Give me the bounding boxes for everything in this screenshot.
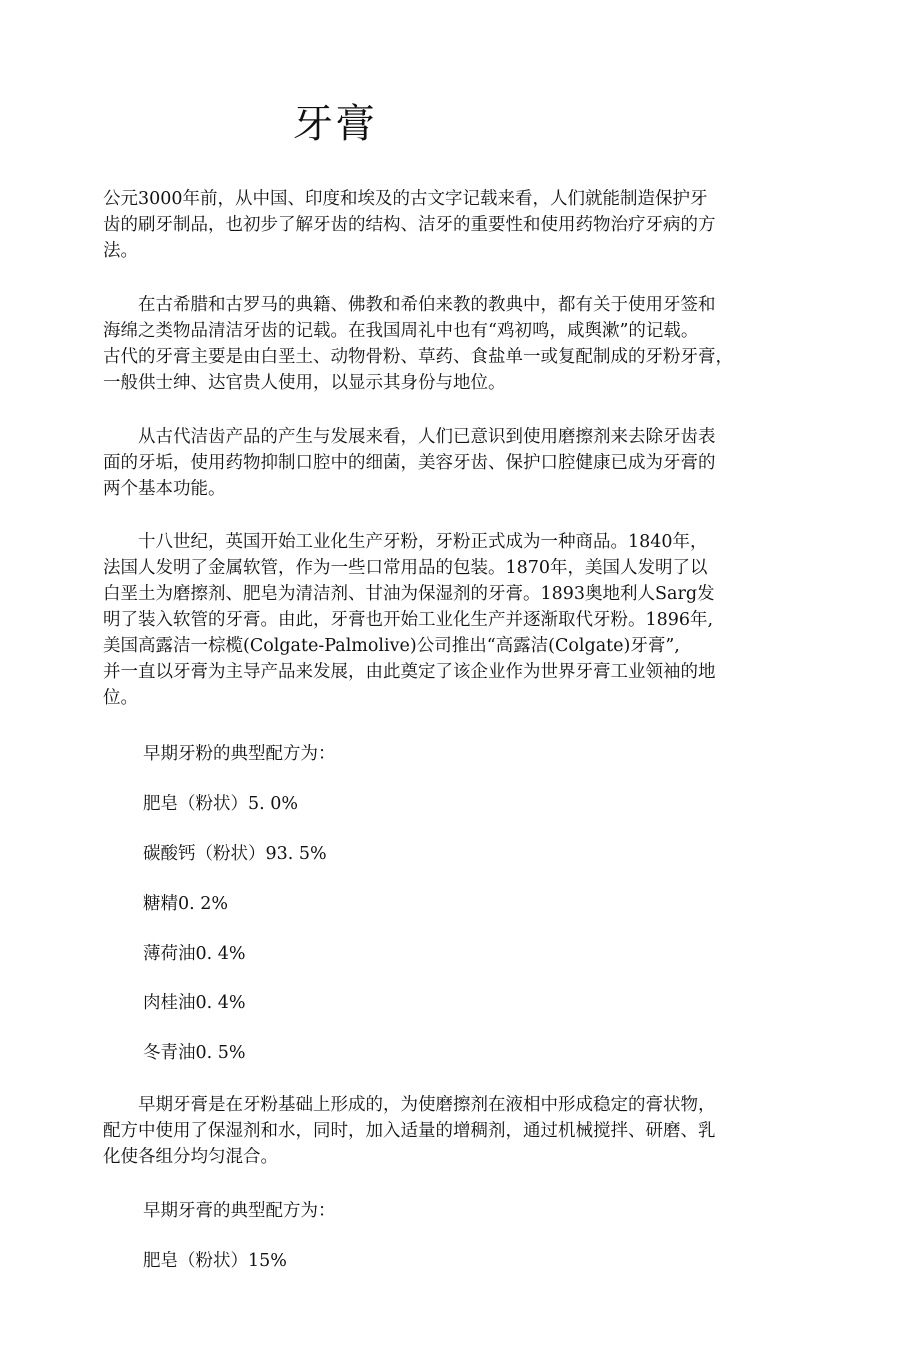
powder-formula-item: 薄荷油0. 4% <box>143 944 246 964</box>
paste-formula-item: 肥皂（粉状）15% <box>143 1251 287 1271</box>
powder-formula-item: 冬青油0. 5% <box>143 1043 246 1063</box>
paragraph-industrial-history: 十八世纪，英国开始工业化生产牙粉，牙粉正式成为一种商品。1840年， 法国人发明了金属软管，作为一些口常用品的包装。1870年，美国人发明了以 白垩土为磨擦剂、肥皂为清洁剂、甘油为保湿剂的牙膏。1893奥地利人Sarg发 明了装入软管的牙膏。由此，牙膏也开始工业化生产并逐渐取代牙粉。1896年, 美国高露洁一棕榄(Colgate-Palmolive)公司推出“高露洁(Colgate)牙膏”, 并一直以牙膏为主导产品来发展，由此奠定了该企业作为世界牙膏工业领袖的地 位。 <box>103 532 716 708</box>
powder-formula-item: 肥皂（粉状）5. 0% <box>143 794 299 814</box>
page-title: 牙膏 <box>293 101 377 147</box>
paste-formula-heading: 早期牙膏的典型配方为： <box>143 1201 336 1221</box>
paragraph-functions: 从古代洁齿产品的产生与发展来看，人们已意识到使用磨擦剂来去除牙齿表 面的牙垢，使用药物抑制口腔中的细菌，美容牙齿、保护口腔健康已成为牙膏的 两个基本功能。 <box>103 427 716 499</box>
paragraph-ancient-records: 在古希腊和古罗马的典籍、佛教和希伯来教的教典中，都有关于使用牙签和 海绵之类物品清洁牙齿的记载。在我国周礼中也有“鸡初鸣，咸舆漱”的记载。 古代的牙膏主要是由白垩土、动物骨粉、草药、食盐单一或复配制成的牙粉牙膏， 一般供士绅、达官贵人使用，以显示其身份与地位。 <box>103 295 733 393</box>
paragraph-early-paste: 早期牙膏是在牙粉基础上形成的，为使磨擦剂在液相中形成稳定的膏状物， 配方中使用了保湿剂和水，同时，加入适量的增稠剂，通过机械搅拌、研磨、乳 化使各组分均匀混合。 <box>103 1095 716 1167</box>
powder-formula-item: 碳酸钙（粉状）93. 5% <box>143 844 327 864</box>
paragraph-intro: 公元3000年前，从中国、印度和埃及的古文字记载来看，人们就能制造保护牙 齿的刷牙制品，也初步了解牙齿的结构、洁牙的重要性和使用药物治疗牙病的方 法。 <box>103 189 716 261</box>
powder-formula-item: 糖精0. 2% <box>143 894 229 914</box>
powder-formula-item: 肉桂油0. 4% <box>143 993 246 1013</box>
powder-formula-heading: 早期牙粉的典型配方为： <box>143 744 336 764</box>
